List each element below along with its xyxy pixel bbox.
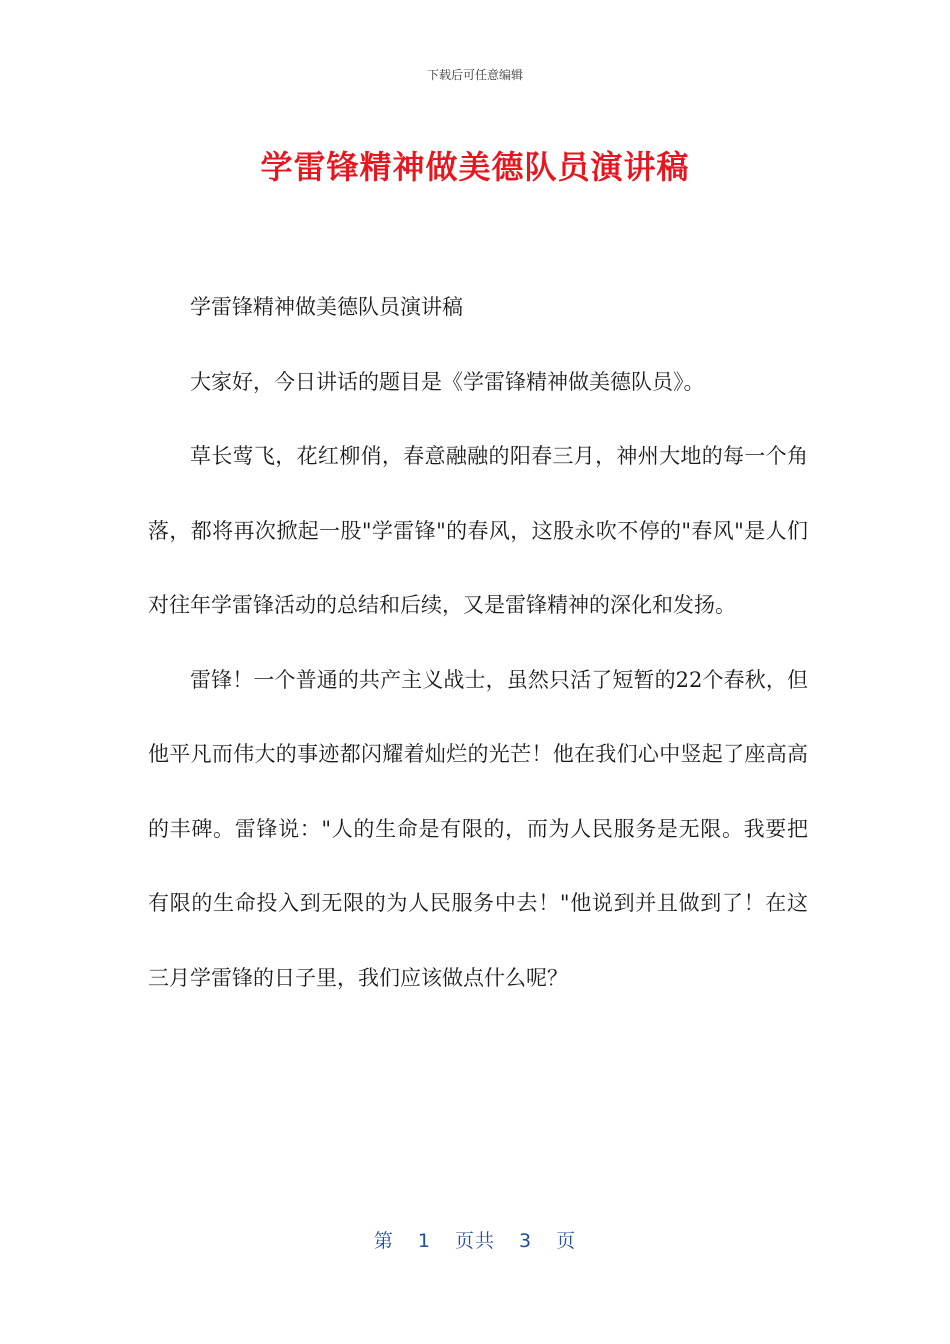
- footer-suffix: 页: [556, 1230, 577, 1252]
- footer-total-pages: 3: [519, 1230, 533, 1252]
- paragraph-leifeng: 雷锋！一个普通的共产主义战士，虽然只活了短暂的22个春秋，但他平凡而伟大的事迹都闪耀着灿烂的光芒！他在我们心中竖起了座高高的丰碑。雷锋说："人的生命是有限的，而为人民服务是无限。我要把有限的生命投入到无限的为人民服务中去！"他说到并且做到了！在这三月学雷锋的日子里，我们应该做点什么呢？: [148, 667, 808, 990]
- document-body: [148, 270, 808, 1015]
- page-footer: [0, 1226, 950, 1253]
- footer-current-page: 1: [417, 1230, 431, 1252]
- footer-prefix: 第: [373, 1230, 394, 1252]
- footer-middle: 页共: [454, 1230, 495, 1252]
- document-title: 学雷锋精神做美德队员演讲稿: [260, 148, 690, 186]
- paragraph-subtitle: 学雷锋精神做美德队员演讲稿: [190, 295, 463, 319]
- paragraph-spring: 草长莺飞，花红柳俏，春意融融的阳春三月，神州大地的每一个角落，都将再次掀起一股"学雷锋"的春风，这股永吹不停的"春风"是人们对往年学雷锋活动的总结和后续，又是雷锋精神的深化和发扬。: [148, 444, 808, 617]
- paragraph-greeting: 大家好，今日讲话的题目是《学雷锋精神做美德队员》。: [190, 369, 705, 394]
- header-note: 下载后可任意编辑: [426, 68, 523, 82]
